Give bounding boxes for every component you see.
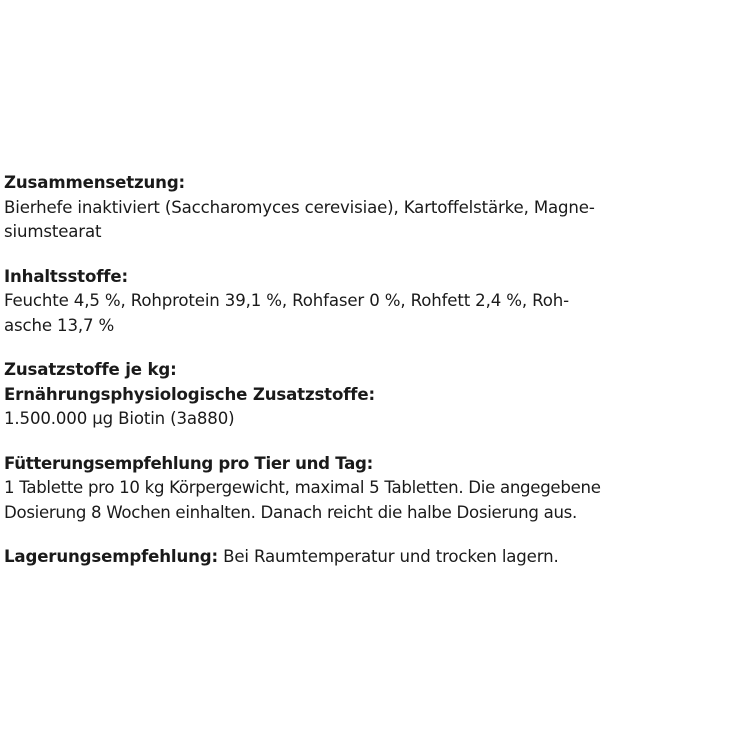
lagerung-heading: Lagerungsempfehlung: [4,547,219,566]
lagerung-line [4,545,734,570]
section-zusammensetzung [4,171,734,245]
zusammensetzung-heading: Zusammensetzung: [4,173,186,192]
zusammensetzung-line-2: siumstearat [4,222,102,241]
section-inhaltsstoffe [4,265,734,339]
zusatzstoffe-line-1: 1.500.000 µg Biotin (3a880) [4,409,235,428]
zusammensetzung-line-1: Bierhefe inaktiviert (Saccharomyces cerevisiae), Kartoffelstärke, Magne- [4,197,595,217]
inhaltsstoffe-line-2: asche 13,7 % [4,315,115,335]
section-zusatzstoffe [4,358,734,432]
section-fuetterung [4,452,734,526]
inhaltsstoffe-line-1: Feuchte 4,5 %, Rohprotein 39,1 %, Rohfaser 0 %, Rohfett 2,4 %, Roh- [4,291,569,310]
product-info-text [4,171,734,590]
inhaltsstoffe-heading: Inhaltsstoffe: [4,266,128,286]
section-lagerung [4,545,734,570]
fuetterung-line-1: 1 Tablette pro 10 kg Körpergewicht, maximal 5 Tabletten. Die angegebene [4,478,601,497]
fuetterung-line-2: Dosierung 8 Wochen einhalten. Danach reicht die halbe Dosierung aus. [4,502,577,522]
zusatzstoffe-subheading: Ernährungsphysiologische Zusatzstoffe: [4,384,375,404]
lagerung-text: Bei Raumtemperatur und trocken lagern. [218,547,559,566]
fuetterung-heading: Fütterungsempfehlung pro Tier und Tag: [4,453,373,473]
zusatzstoffe-heading: Zusatzstoffe je kg: [4,360,177,379]
